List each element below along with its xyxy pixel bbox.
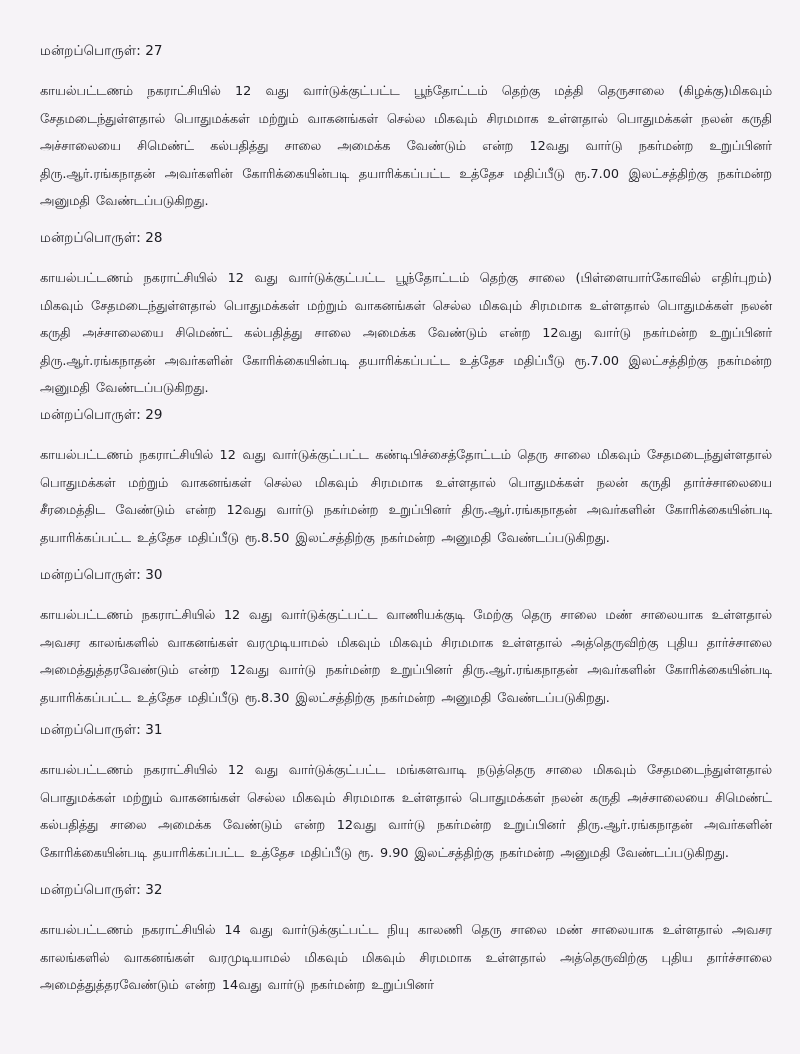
resolution-body-28: காயல்பட்டணம் நகராட்சியில் 12 வது வார்டுக்குட்பட்ட பூந்தோட்டம் தெற்கு சாலை (பிள்ளையார்கோவில் எதிர்புறம்) மிகவும் சேதமடைந்துள்ளதால் பொதுமக்கள் மற்றும் வாகனங்கள் செல்ல மிகவும் சிரமமாக உள்ளதால் பொதுமக்கள் நலன் கருதி அச்சாலையை சிமெண்ட் கல்பதித்து சாலை அமைக்க வேண்டும் என்ற 12வது வார்டு நகர்மன்ற உறுப்பினர் திரு.ஆர்.ரங்கநாதன் அவர்களின் கோரிக்கையின்படி தயாரிக்கப்பட்ட உத்தேச மதிப்பீடு ரூ.7.00 இலட்சத்திற்கு நகர்மன்ற அனுமதி வேண்டப்படுகிறது.: [40, 271, 772, 396]
resolution-body-32: காயல்பட்டணம் நகராட்சியில் 14 வது வார்டுக்குட்பட்ட நியு காலணி தெரு சாலை மண் சாலையாக உள்ளதால் அவசர காலங்களில் வாகனங்கள் வரமுடியாமல் மிகவும் மிகவும் சிரமமாக உள்ளதால் அத்தெருவிற்கு புதிய தார்ச்சாலை அமைத்துத்தரவேண்டும் என்ற 14வது வார்டு நகர்மன்ற உறுப்பினர்: [40, 923, 772, 993]
resolution-item-30: [40, 566, 772, 712]
resolution-item-31: [40, 721, 772, 867]
resolution-body-31: காயல்பட்டணம் நகராட்சியில் 12 வது வார்டுக்குட்பட்ட மங்களவாடி நடுத்தெரு சாலை மிகவும் சேதமடைந்துள்ளதால் பொதுமக்கள் மற்றும் வாகனங்கள் செல்ல மிகவும் சிரமமாக உள்ளதால் பொதுமக்கள் நலன் கருதி அச்சாலையை சிமெண்ட் கல்பதித்து சாலை அமைக்க வேண்டும் என்ற 12வது வார்டு நகர்மன்ற உறுப்பினர் திரு.ஆர்.ரங்கநாதன் அவர்களின் கோரிக்கையின்படி தயாரிக்கப்பட்ட உத்தேச மதிப்பீடு ரூ. 9.90 இலட்சத்திற்கு நகர்மன்ற அனுமதி வேண்டப்படுகிறது.: [40, 763, 772, 861]
resolution-heading-31: மன்றப்பொருள்: 31: [40, 722, 163, 738]
resolution-heading-30: மன்றப்பொருள்: 30: [40, 567, 163, 583]
resolution-heading-29: மன்றப்பொருள்: 29: [40, 407, 163, 423]
resolution-heading-28: மன்றப்பொருள்: 28: [40, 230, 163, 246]
resolution-item-32: [40, 881, 772, 1000]
resolution-item-29: [40, 406, 772, 552]
resolution-item-27: [40, 42, 772, 216]
resolution-item-28: [40, 229, 772, 403]
resolution-heading-32: மன்றப்பொருள்: 32: [40, 882, 163, 898]
resolution-body-30: காயல்பட்டணம் நகராட்சியில் 12 வது வார்டுக்குட்பட்ட வாணியக்குடி மேற்கு தெரு சாலை மண் சாலையாக உள்ளதால் அவசர காலங்களில் வாகனங்கள் வரமுடியாமல் மிகவும் மிகவும் சிரமமாக உள்ளதால் அத்தெருவிற்கு புதிய தார்ச்சாலை அமைத்துத்தரவேண்டும் என்ற 12வது வார்டு நகர்மன்ற உறுப்பினர் திரு.ஆர்.ரங்கநாதன் அவர்களின் கோரிக்கையின்படி தயாரிக்கப்பட்ட உத்தேச மதிப்பீடு ரூ.8.30 இலட்சத்திற்கு நகர்மன்ற அனுமதி வேண்டப்படுகிறது.: [40, 608, 772, 706]
resolution-body-27: காயல்பட்டணம் நகராட்சியில் 12 வது வார்டுக்குட்பட்ட பூந்தோட்டம் தெற்கு மத்தி தெருசாலை (கிழக்கு)மிகவும் சேதமடைந்துள்ளதால் பொதுமக்கள் மற்றும் வாகனங்கள் செல்ல மிகவும் சிரமமாக உள்ளதால் பொதுமக்கள் நலன் கருதி அச்சாலையை சிமெண்ட் கல்பதித்து சாலை அமைக்க வேண்டும் என்ற 12வது வார்டு நகர்மன்ற உறுப்பினர் திரு.ஆர்.ரங்கநாதன் அவர்களின் கோரிக்கையின்படி தயாரிக்கப்பட்ட உத்தேச மதிப்பீடு ரூ.7.00 இலட்சத்திற்கு நகர்மன்ற அனுமதி வேண்டப்படுகிறது.: [40, 84, 772, 209]
resolution-heading-27: மன்றப்பொருள்: 27: [40, 43, 163, 59]
resolution-body-29: காயல்பட்டணம் நகராட்சியில் 12 வது வார்டுக்குட்பட்ட கண்டிபிச்சைத்தோட்டம் தெரு சாலை மிகவும் சேதமடைந்துள்ளதால் பொதுமக்கள் மற்றும் வாகனங்கள் செல்ல மிகவும் சிரமமாக உள்ளதால் பொதுமக்கள் நலன் கருதி தார்ச்சாலையை சீரமைத்திட வேண்டும் என்ற 12வது வார்டு நகர்மன்ற உறுப்பினர் திரு.ஆர்.ரங்கநாதன் அவர்களின் கோரிக்கையின்படி தயாரிக்கப்பட்ட உத்தேச மதிப்பீடு ரூ.8.50 இலட்சத்திற்கு நகர்மன்ற அனுமதி வேண்டப்படுகிறது.: [40, 448, 772, 546]
